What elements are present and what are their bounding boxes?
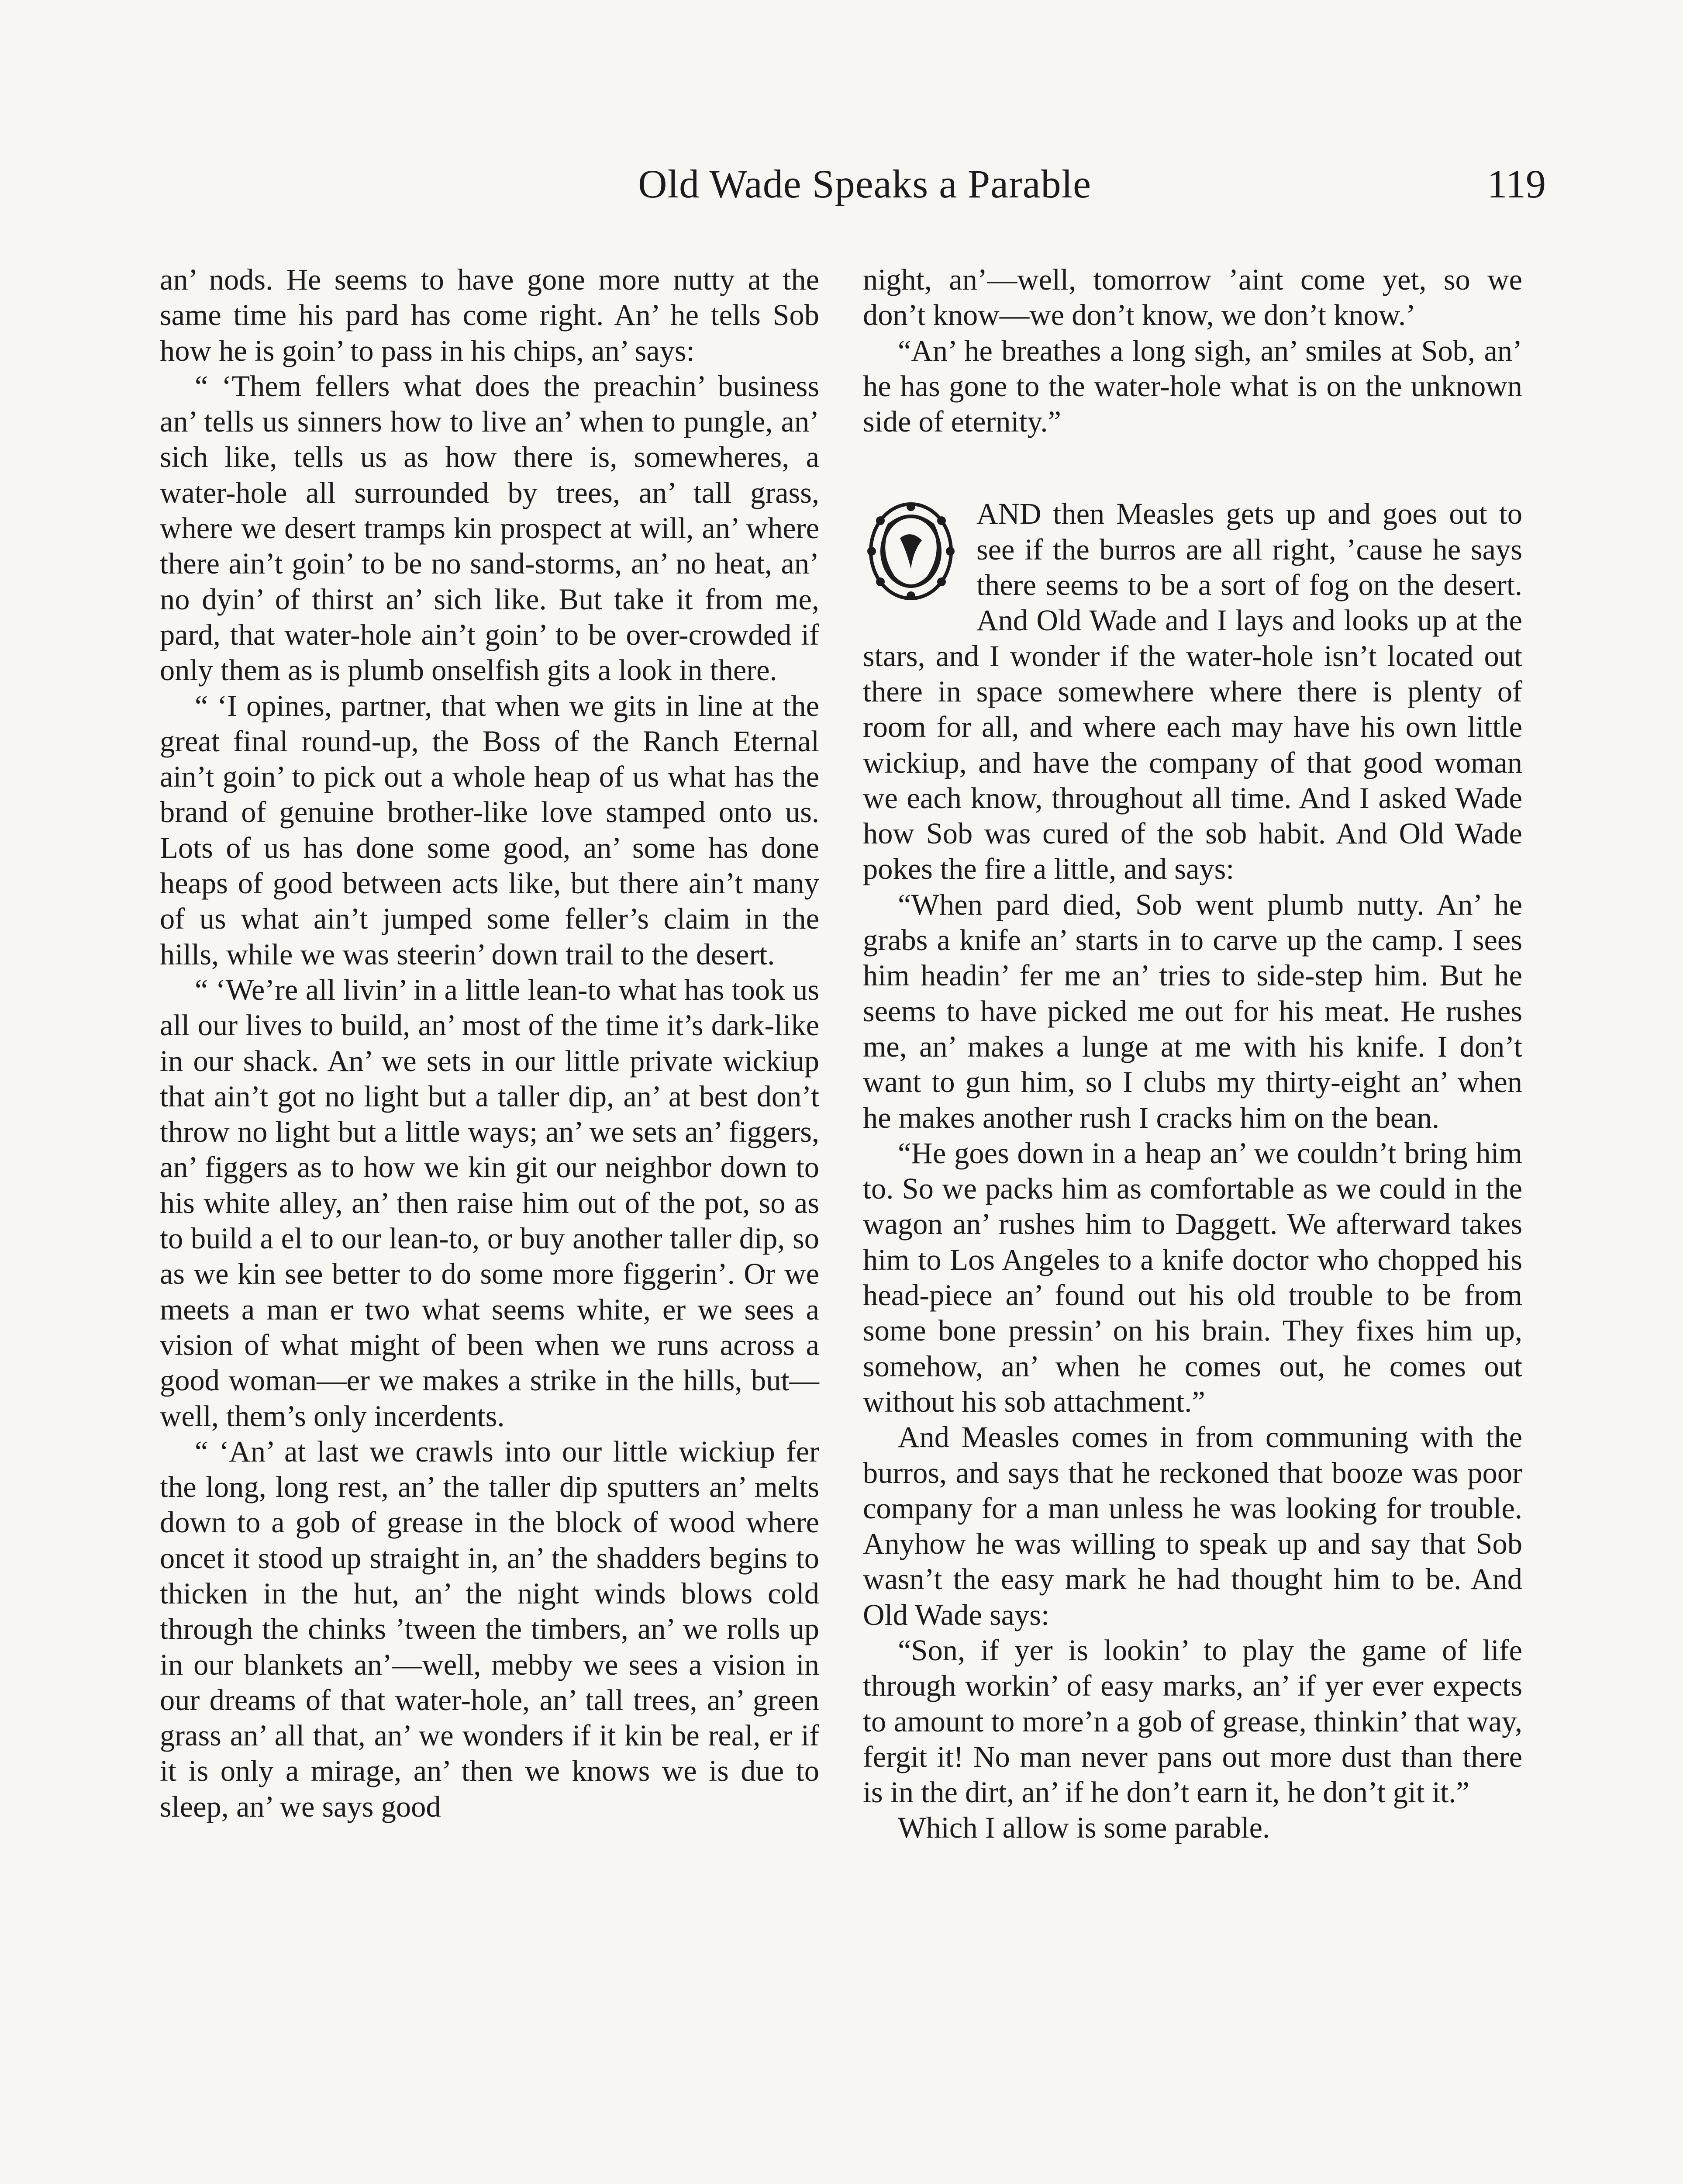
paragraph: “ ‘We’re all livin’ in a little lean-to what has took us all our lives to build, an’ most of the time it’s dark-like in our shack. An’ we sets in our little private wickiup that ain’t got no light but a taller dip, an’ at best don’t throw no light but a little ways; an’ we sets an’ figgers, an’ figgers as to how we kin git our neighbor down to his white alley, an’ then raise him out of the pot, so as to build a el to our lean-to, or buy another taller dip, so as we kin see better to do some more figgerin’. Or we meets a man er two what seems white, er we sees a vision of what might of been when we runs across a good woman—er we makes a strike in the hills, but—well, them’s only incerdents. — [160, 973, 819, 1433]
paragraph: night, an’—well, tomorrow ’aint come yet, so we don’t know—we don’t know, we don’t know.’ — [863, 263, 1522, 332]
paragraph: Which I allow is some parable. — [898, 1811, 1270, 1845]
ornamental-dropcap-icon — [863, 499, 959, 604]
paragraph: an’ nods. He seems to have gone more nutty at the same time his pard has come right. An’ he tells Sob how he is goin’ to pass in his chips, an’ says: — [160, 263, 819, 367]
paragraph: “An’ he breathes a long sigh, an’ smiles at Sob, an’ he has gone to the water-hole what is on the unknown side of eternity.” — [863, 334, 1522, 439]
dropcap-paragraph: AND then Measles gets up and goes out to see if the burros are all right, ’cause he says there seems to be a sort of fog on the desert. And Old Wade and I lays and looks up at the stars, and I wonder if the water-hole isn’t located out there in space somewhere where there is plenty of room for all, and where each may have his own little wickiup, and have the company of that good woman we each know, throughout all time. And I asked Wade how Sob was cured of the sob habit. And Old Wade pokes the fire a little, and says: — [863, 497, 1522, 886]
paragraph: “He goes down in a heap an’ we couldn’t bring him to. So we packs him as comfortable as we could in the wagon an’ rushes him to Daggett. We afterward takes him to Los Angeles to a knife doctor who chopped his head-piece an’ found out his old trouble to be from some bone pressin’ on his brain. They fixes him up, somehow, an’ when he comes out, he comes out without his sob attachment.” — [863, 1136, 1522, 1418]
left-column — [160, 262, 819, 1825]
paragraph: “When pard died, Sob went plumb nutty. An’ he grabs a knife an’ starts in to carve up the camp. I sees him headin’ fer me an’ tries to side-step him. But he seems to have picked me out for his meat. He rushes me, an’ makes a lunge at me with his knife. I don’t want to gun him, so I clubs my thirty-eight an’ when he makes another rush I cracks him on the bean. — [863, 888, 1522, 1134]
paragraph: “ ‘I opines, partner, that when we gits in line at the great final round-up, the Boss of the Ranch Eternal ain’t goin’ to pick out a whole heap of us what has the brand of genuine brother-like love stamped onto us. Lots of us has done some good, an’ some has done heaps of good between acts like, but there ain’t many of us what ain’t jumped some feller’s claim in the hills, while we was steerin’ down trail to the desert. — [160, 689, 819, 971]
paragraph: “ ‘Them fellers what does the preachin’ business an’ tells us sinners how to live an’ when to pungle, an’ sich like, tells us as how there is, somewheres, a water-hole all surrounded by trees, an’ tall grass, where we desert tramps kin prospect at will, an’ where there ain’t goin’ to be no sand-storms, an’ no heat, an’ no dyin’ of thirst an’ sich like. But take it from me, pard, that water-hole ain’t goin’ to be over-crowded if only them as is plumb onselfish gits a look in there. — [160, 369, 819, 687]
dropcap-block — [863, 496, 1522, 887]
right-column — [863, 262, 1522, 1846]
paragraph: “Son, if yer is lookin’ to play the game of life through workin’ of easy marks, an’ if yer ever expects to amount to more’n a gob of grease, thinkin’ that way, fergit it! No man never pans out more dust than there is in the dirt, an’ if he don’t earn it, he don’t git it.” — [863, 1633, 1522, 1809]
paragraph: And Measles comes in from communing with the burros, and says that he reckoned that booze was poor company for a man unless he was looking for trouble. Anyhow he was willing to speak up and say that Sob wasn’t the easy mark he had thought him to be. And Old Wade says: — [863, 1420, 1522, 1631]
paragraph: “ ‘An’ at last we crawls into our little wickiup fer the long, long rest, an’ the taller dip sputters an’ melts down to a gob of grease in the block of wood where oncet it stood up straight in, an’ the shadders begins to thicken in the hut, an’ the night winds blows cold through the chinks ’tween the timbers, an’ we rolls up in our blankets an’—well, mebby we sees a vision in our dreams of that water-hole, an’ tall trees, an’ green grass an’ all that, an’ we wonders if it kin be real, er if it is only a mirage, an’ then we knows we is due to sleep, an’ we says good — [160, 1434, 819, 1823]
running-head-title: Old Wade Speaks a Parable — [638, 162, 1091, 206]
page-number: 119 — [1487, 162, 1546, 206]
